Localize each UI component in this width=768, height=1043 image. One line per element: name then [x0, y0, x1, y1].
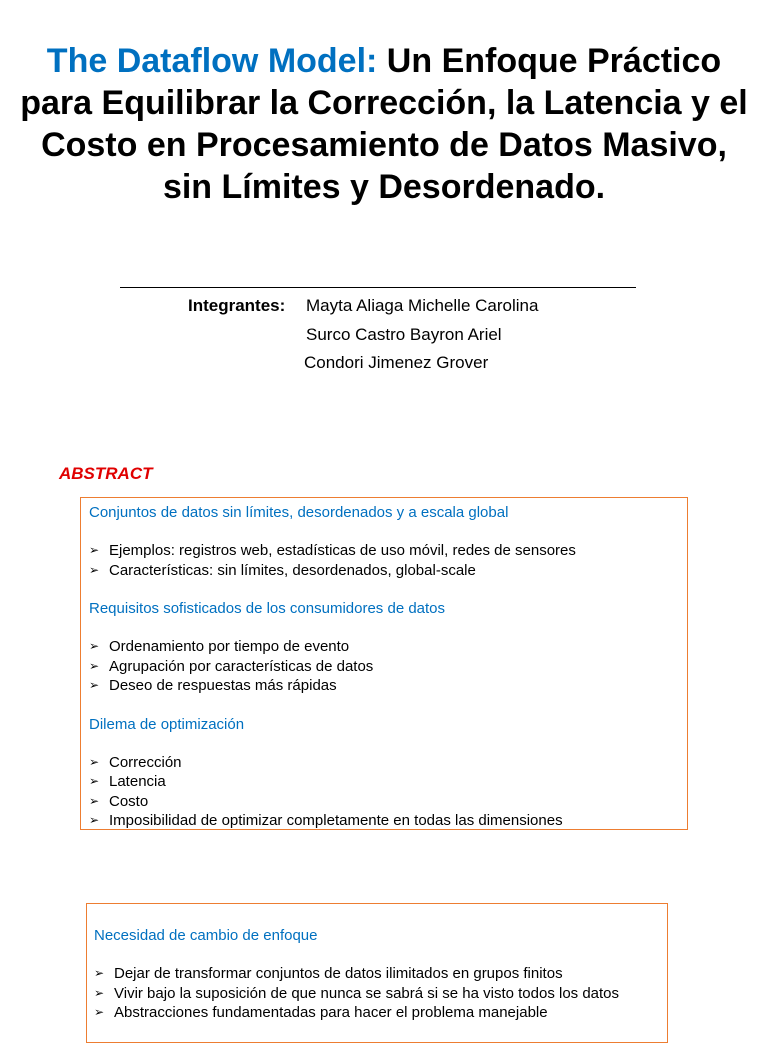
arrow-bullet-icon: ➢ [89, 562, 100, 577]
list-item: ➢ Características: sin límites, desordenados, global-scale [89, 561, 476, 579]
members-label: Integrantes: [188, 296, 286, 315]
abstract-title: ABSTRACT [59, 464, 153, 483]
list-item: ➢ Deseo de respuestas más rápidas [89, 677, 337, 694]
member-name: Mayta Aliaga Michelle Carolina [306, 296, 539, 315]
bullet-list [89, 637, 679, 696]
member-name: Condori Jimenez Grover [304, 353, 489, 372]
document-title [20, 40, 748, 208]
list-item: ➢ Agrupación por características de datos [89, 657, 374, 675]
section-heading: Conjuntos de datos sin límites, desordenados y a escala global [89, 504, 509, 521]
list-item: ➢ Costo [89, 792, 149, 810]
arrow-bullet-icon: ➢ [89, 813, 100, 827]
list-item: ➢ Dejar de transformar conjuntos de datos ilimitados en grupos finitos [94, 965, 563, 982]
list-item: ➢ Corrección [89, 753, 182, 771]
list-item: ➢ Latencia [89, 773, 166, 790]
member-name: Surco Castro Bayron Ariel [306, 325, 502, 344]
list-item: ➢ Vivir bajo la suposición de que nunca se sabrá si se ha visto todos los datos [94, 984, 620, 1002]
arrow-bullet-icon: ➢ [89, 639, 100, 653]
arrow-bullet-icon: ➢ [89, 774, 100, 788]
bullet-list [89, 541, 679, 580]
list-item: ➢ Ordenamiento por tiempo de evento [89, 638, 350, 655]
list-item: ➢ Ejemplos: registros web, estadísticas de uso móvil, redes de sensores [89, 542, 576, 559]
arrow-bullet-icon: ➢ [89, 754, 100, 769]
list-item: ➢ Abstracciones fundamentadas para hacer el problema manejable [94, 1004, 548, 1021]
title-divider [120, 287, 636, 288]
arrow-bullet-icon: ➢ [94, 985, 105, 1000]
list-item: ➢ Imposibilidad de optimizar completamente en todas las dimensiones [89, 812, 563, 829]
arrow-bullet-icon: ➢ [89, 793, 100, 808]
section-heading: Necesidad de cambio de enfoque [94, 927, 318, 944]
section-heading: Requisitos sofisticados de los consumidores de datos [89, 600, 446, 617]
arrow-bullet-icon: ➢ [89, 678, 100, 692]
section-heading: Dilema de optimización [89, 715, 245, 733]
approach-box [86, 903, 668, 1043]
bullet-list [94, 964, 659, 1023]
arrow-bullet-icon: ➢ [94, 1005, 105, 1019]
arrow-bullet-icon: ➢ [89, 658, 100, 673]
abstract-box [80, 497, 688, 830]
arrow-bullet-icon: ➢ [94, 966, 105, 980]
title-highlight: The Dataflow Model: [46, 42, 378, 80]
bullet-list [89, 753, 679, 831]
title-rest: Un Enfoque Práctico para Equilibrar la Corrección, la Latencia y el Costo en Procesamiento de Datos Masivo, sin Límites y Desordenado. [20, 42, 748, 206]
arrow-bullet-icon: ➢ [89, 543, 100, 557]
